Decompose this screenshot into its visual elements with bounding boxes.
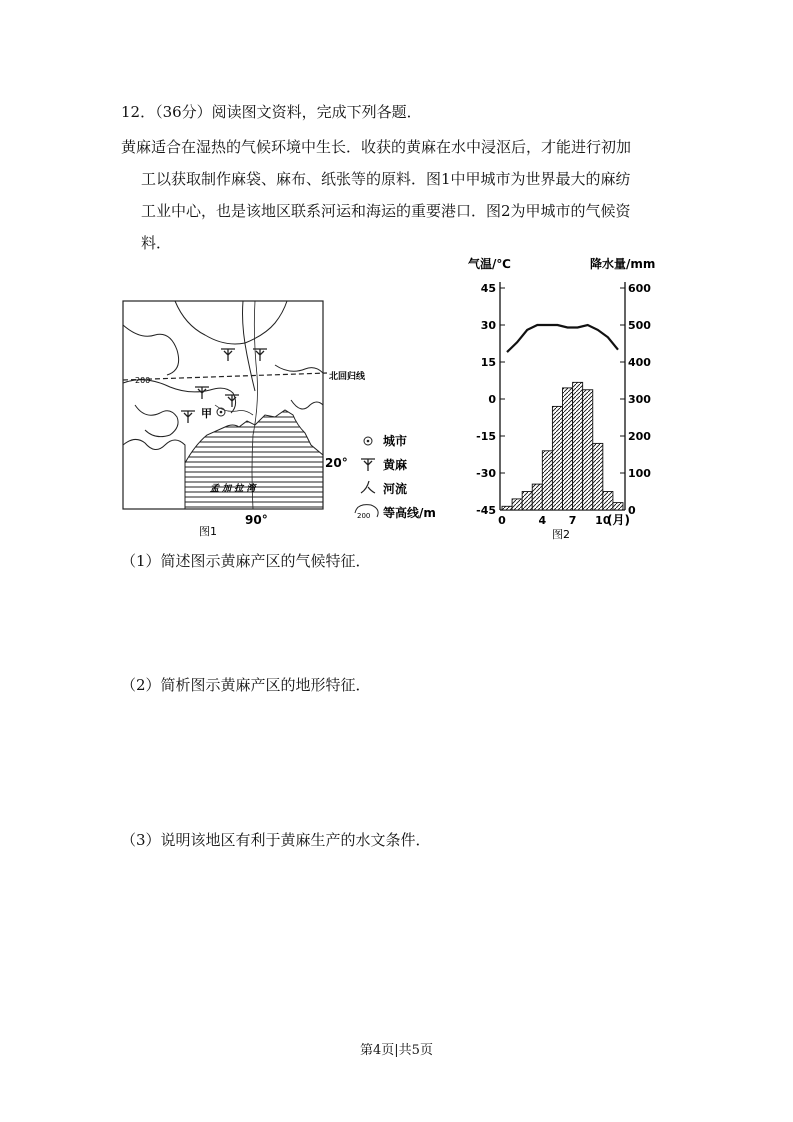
legend-city: 城市 — [383, 434, 408, 448]
intro-line-4: 料． — [141, 234, 172, 252]
sub-question-3: （3）说明该地区有利于黄麻生产的水文条件． — [121, 831, 431, 849]
right-tick-label: 500 — [628, 319, 651, 332]
precip-bar — [502, 506, 512, 510]
sub-question-1: （1）简述图示黄麻产区的气候特征． — [121, 552, 371, 570]
x-tick-label: 4 — [538, 514, 547, 527]
x-tick-label: 10 — [595, 514, 611, 527]
x-unit-label: (月) — [607, 513, 630, 527]
intro-line-2: 工以获取制作麻袋、麻布、纸张等的原料．图1中甲城市为世界最大的麻纺 — [141, 170, 631, 188]
figure-1-caption: 图1 — [199, 525, 217, 538]
contour-label-200: 200 — [135, 376, 151, 385]
left-tick-label: 15 — [480, 356, 496, 369]
precip-bar — [512, 499, 522, 510]
precip-bar — [613, 503, 623, 510]
question-intro — [121, 131, 681, 259]
sub-question-2: （2）简析图示黄麻产区的地形特征． — [121, 676, 371, 694]
legend-contour: 等高线/m — [383, 506, 436, 520]
legend-jute: 黄麻 — [383, 458, 408, 472]
precip-bar — [563, 388, 573, 510]
left-tick-label: 45 — [480, 282, 496, 295]
x-tick-label: 7 — [568, 514, 577, 527]
map-legend — [355, 433, 436, 520]
city-label: 甲 — [201, 407, 212, 420]
legend-river: 河流 — [383, 482, 408, 496]
legend-contour-sample: 200 — [357, 512, 371, 520]
precip-bar — [573, 382, 583, 510]
figure-2-climate-chart — [460, 252, 670, 542]
figure-1-map — [115, 295, 455, 540]
left-tick-label: 0 — [488, 393, 496, 406]
intro-line-1: 黄麻适合在湿热的气候环境中生长．收获的黄麻在水中浸沤后，才能进行初加 — [121, 138, 632, 156]
page-footer: 第4页|共5页 — [360, 1043, 433, 1058]
intro-line-3: 工业中心，也是该地区联系河运和海运的重要港口．图2为甲城市的气候资 — [141, 202, 631, 220]
question-number: 12． — [121, 103, 156, 121]
precip-bar — [542, 451, 552, 510]
legend-jute-icon — [361, 459, 375, 471]
left-tick-label: -15 — [476, 430, 496, 443]
left-axis-title: 气温/℃ — [468, 257, 511, 271]
tropic-label: 北回归线 — [329, 372, 366, 382]
question-score: （36分）阅读图文资料，完成下列各题． — [155, 103, 422, 121]
bay-label: 孟 加 拉 湾 — [210, 484, 256, 494]
precip-bar — [593, 443, 603, 510]
question-header — [121, 101, 422, 123]
lat-label: 20° — [325, 456, 348, 470]
precip-bar — [532, 484, 542, 510]
right-tick-label: 200 — [628, 430, 651, 443]
precip-bar — [583, 390, 593, 510]
x-tick-label: 0 — [498, 514, 506, 527]
left-tick-label: -30 — [476, 467, 496, 480]
figure-2-caption: 图2 — [552, 528, 570, 541]
precip-bar — [522, 492, 532, 511]
precip-bar — [552, 406, 562, 510]
right-axis-title: 降水量/mm — [590, 257, 656, 271]
lon-label: 90° — [245, 513, 268, 527]
left-tick-label: 30 — [480, 319, 496, 332]
legend-river-icon — [361, 481, 375, 493]
right-tick-label: 600 — [628, 282, 651, 295]
precip-bar — [603, 492, 613, 511]
right-tick-label: 100 — [628, 467, 651, 480]
temperature-line — [507, 325, 618, 352]
left-tick-label: -45 — [476, 504, 496, 517]
right-tick-label: 300 — [628, 393, 651, 406]
right-tick-label: 0 — [628, 504, 636, 517]
right-tick-label: 400 — [628, 356, 651, 369]
